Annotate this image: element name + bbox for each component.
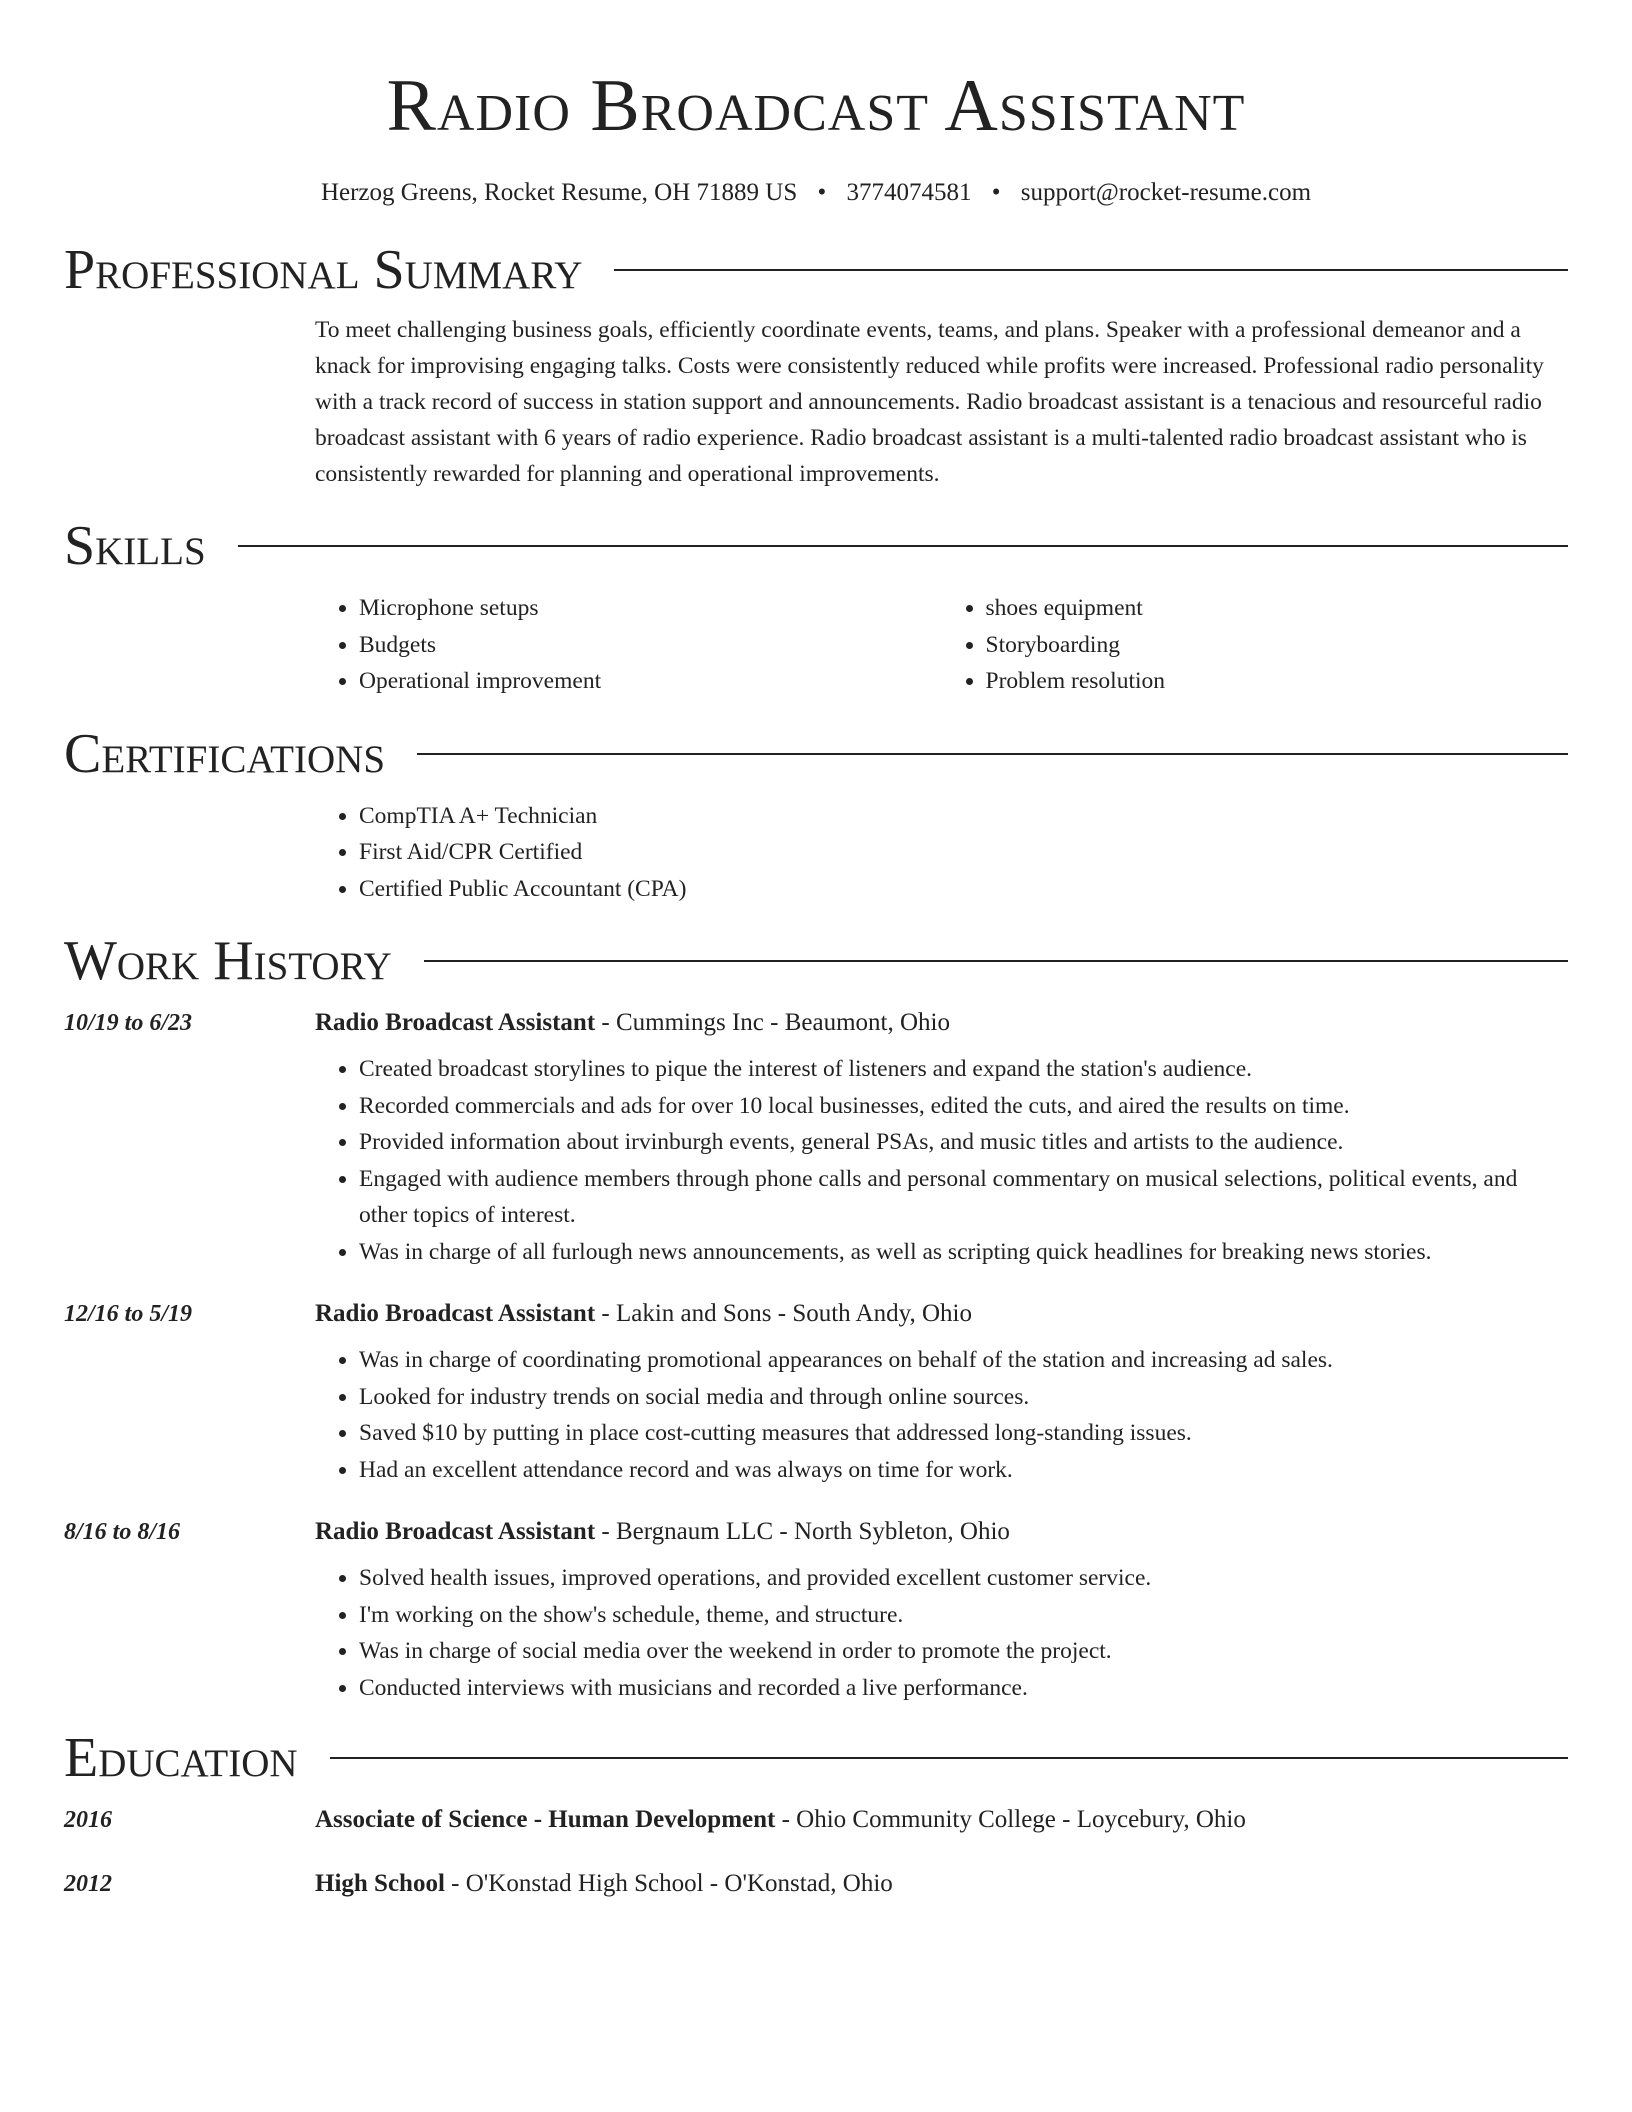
resume-title: Radio Broadcast Assistant — [386, 65, 1246, 147]
list-item: • Looked for industry trends on social media and through online sources. — [359, 1379, 1568, 1416]
email: support@rocket-resume.com — [1020, 179, 1312, 206]
education-school: - Ohio Community College - Loycebury, Ohio — [775, 1806, 1246, 1833]
list-item: • Recorded commercials and ads for over 10 local businesses, edited the cuts, and aired the results on time. — [359, 1088, 1568, 1125]
job-dates: 8/16 to 8/16 — [64, 1519, 181, 1545]
section-rule — [417, 753, 1568, 755]
list-item: • Microphone setups — [359, 590, 942, 627]
education-year: 2012 — [64, 1871, 112, 1897]
summary-section-header — [64, 236, 1568, 304]
education-degree: High School — [315, 1870, 445, 1897]
summary-text: To meet challenging business goals, efficiently coordinate events, teams, and plans. Speaker with a professional demeanor and a knack for improvising engaging talks. Costs were consistently reduced while profits were increased. Professional radio personality with a track record of success in station support and announcements. Radio broadcast assistant is a tenacious and resourceful radio broadcast assistant with 6 years of radio experience. Radio broadcast assistant is a multi-talented radio broadcast assistant who is consistently rewarded for planning and operational improvements. — [315, 317, 1544, 487]
skills-section-header — [64, 512, 1568, 580]
job-entry — [64, 1009, 1568, 1270]
resume-page — [64, 0, 1568, 1898]
list-item: • Had an excellent attendance record and was always on time for work. — [359, 1452, 1568, 1489]
job-title: Radio Broadcast Assistant — [315, 1300, 596, 1327]
certifications-list — [315, 798, 1568, 908]
job-title: Radio Broadcast Assistant — [315, 1518, 596, 1545]
section-title: Skills — [64, 515, 206, 577]
list-item: • Operational improvement — [359, 663, 942, 700]
education-section-header — [64, 1724, 1568, 1792]
education-line — [315, 1870, 893, 1898]
education-school: - O'Konstad High School - O'Konstad, Ohio — [444, 1870, 893, 1897]
job-title: Radio Broadcast Assistant — [315, 1009, 596, 1036]
list-item: • Created broadcast storylines to pique the interest of listeners and expand the station's audience. — [359, 1051, 1568, 1088]
list-item: • Storyboarding — [986, 627, 1569, 664]
list-item: • Solved health issues, improved operations, and provided excellent customer service. — [359, 1560, 1568, 1597]
list-item: • Was in charge of all furlough news announcements, as well as scripting quick headlines for breaking news stories. — [359, 1234, 1568, 1271]
education-year: 2016 — [64, 1807, 112, 1833]
list-item: • I'm working on the show's schedule, theme, and structure. — [359, 1597, 1568, 1634]
job-employer: - Cummings Inc - Beaumont, Ohio — [595, 1009, 950, 1036]
list-item: • First Aid/CPR Certified — [359, 834, 1568, 871]
education-entry — [64, 1870, 1568, 1898]
list-item: • Budgets — [359, 627, 942, 664]
address: Herzog Greens, Rocket Resume, OH 71889 US — [320, 179, 798, 206]
separator: • — [817, 179, 827, 206]
job-dates: 10/19 to 6/23 — [64, 1010, 193, 1036]
job-entry — [64, 1300, 1568, 1488]
job-employer: - Bergnaum LLC - North Sybleton, Ohio — [595, 1518, 1010, 1545]
skills-list — [315, 590, 1568, 700]
list-item: • Engaged with audience members through phone calls and personal commentary on musical selections, political events, and other topics of interest. — [359, 1161, 1568, 1234]
job-employer: - Lakin and Sons - South Andy, Ohio — [595, 1300, 972, 1327]
list-item: • shoes equipment — [986, 590, 1569, 627]
phone: 3774074581 — [846, 179, 972, 206]
section-rule — [238, 545, 1568, 547]
work-section-header — [64, 927, 1568, 995]
list-item: • Was in charge of social media over the weekend in order to promote the project. — [359, 1633, 1568, 1670]
section-title: Education — [64, 1727, 298, 1789]
list-item: • Saved $10 by putting in place cost-cutting measures that addressed long-standing issues. — [359, 1415, 1568, 1452]
contact-line — [64, 176, 1568, 210]
education-degree: Associate of Science - Human Development — [315, 1806, 776, 1833]
list-item: • Problem resolution — [986, 663, 1569, 700]
section-title: Certifications — [64, 722, 386, 785]
job-dates: 12/16 to 5/19 — [64, 1301, 193, 1327]
section-rule — [424, 960, 1568, 962]
list-item: • CompTIA A+ Technician — [359, 798, 1568, 835]
section-rule — [614, 269, 1568, 271]
section-rule — [330, 1757, 1568, 1759]
job-title-line — [315, 1009, 950, 1037]
certifications-section-header — [64, 720, 1568, 788]
education-entry — [64, 1806, 1568, 1834]
job-title-line — [315, 1300, 972, 1328]
skills-column-right — [942, 590, 1569, 700]
separator: • — [991, 179, 1001, 206]
list-item: • Certified Public Accountant (CPA) — [359, 871, 1568, 908]
job-title-line — [315, 1518, 1010, 1546]
skills-column-left — [315, 590, 942, 700]
education-line — [315, 1806, 1246, 1834]
list-item: • Was in charge of coordinating promotional appearances on behalf of the station and increasing ad sales. — [359, 1342, 1568, 1379]
list-item: • Provided information about irvinburgh events, general PSAs, and music titles and artists to the audience. — [359, 1124, 1568, 1161]
section-title: Work History — [64, 930, 392, 992]
list-item: • Conducted interviews with musicians and recorded a live performance. — [359, 1670, 1568, 1707]
job-entry — [64, 1518, 1568, 1706]
section-title: Professional Summary — [64, 239, 583, 301]
